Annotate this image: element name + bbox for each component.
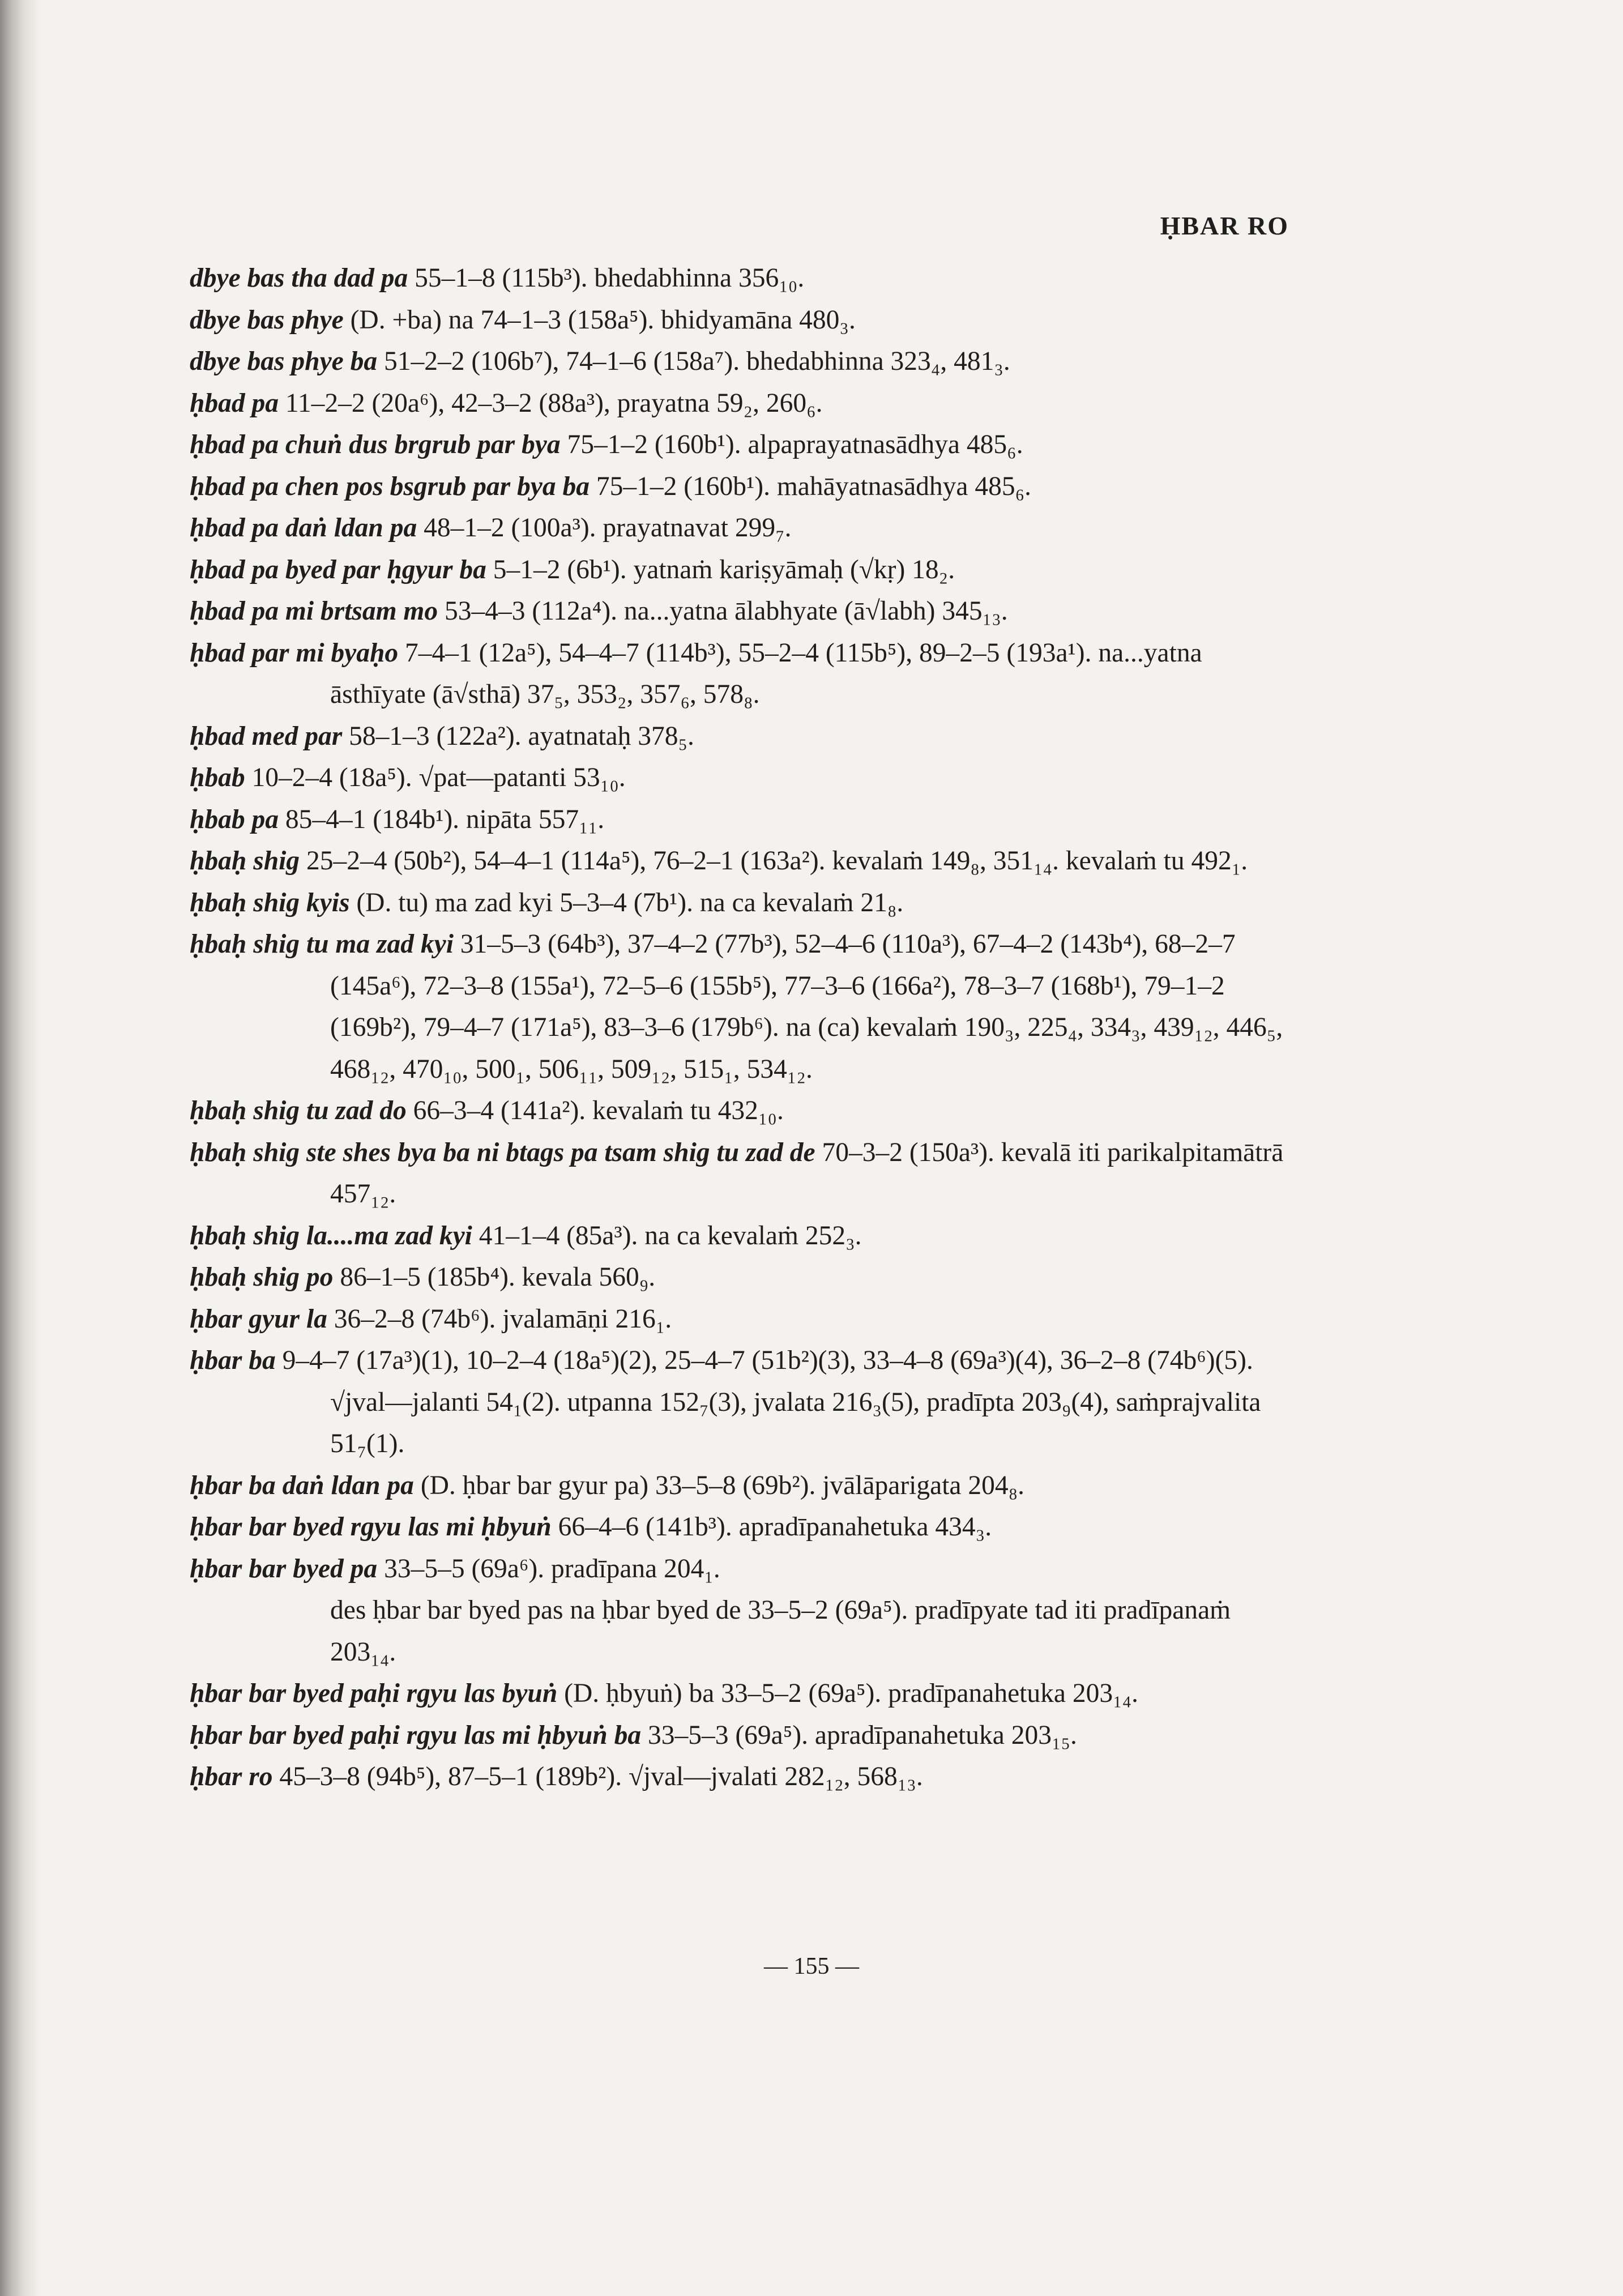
entry-text: 86–1–5 (185b⁴). kevala 560₉. xyxy=(340,1262,656,1292)
dictionary-entry xyxy=(190,300,1300,342)
entry-term: dbye bas phye xyxy=(190,305,344,335)
entry-text: 66–4–6 (141b³). apradīpanahetuka 434₃. xyxy=(558,1512,992,1542)
entry-text: (D. ḥbyuṅ) ba 33–5–2 (69a⁵). pradīpanahetuka 203₁₄. xyxy=(564,1679,1139,1708)
entry-term: ḥbad pa byed par ḥgyur ba xyxy=(190,554,486,584)
entry-text: (D. ḥbar bar gyur pa) 33–5–8 (69b²). jvālāparigata 204₈. xyxy=(420,1470,1025,1500)
dictionary-entry xyxy=(190,1090,1300,1132)
entry-text: 33–5–5 (69a⁶). pradīpana 204₁. xyxy=(384,1554,720,1584)
entry-text: 51–2–2 (106b⁷), 74–1–6 (158a⁷). bhedabhinna 323₄, 481₃. xyxy=(383,347,1010,376)
entry-term: ḥbar ba daṅ ldan pa xyxy=(190,1470,414,1500)
entry-text: 33–5–3 (69a⁵). apradīpanahetuka 203₁₅. xyxy=(647,1720,1077,1750)
entry-text: 70–3–2 (150a³). kevalā iti parikalpitamātrā 457₁₂. xyxy=(330,1137,1284,1209)
entry-text: (D. tu) ma zad kyi 5–3–4 (7b¹). na ca kevalaṁ 21₈. xyxy=(356,887,904,917)
entry-term: ḥbaḥ shig tu ma zad kyi xyxy=(190,929,454,959)
entry-term: ḥbaḥ shig ste shes bya ba ni btags pa tsam shig tu zad de xyxy=(190,1137,815,1167)
dictionary-entry xyxy=(190,633,1300,716)
dictionary-entry xyxy=(190,1715,1300,1757)
entry-term: ḥbar bar byed pa xyxy=(190,1554,378,1584)
entry-text: 41–1–4 (85a³). na ca kevalaṁ 252₃. xyxy=(479,1220,862,1251)
entry-text: 5–1–2 (6b¹). yatnaṁ kariṣyāmaḥ (√kṛ) 18₂. xyxy=(493,554,955,584)
dictionary-entry xyxy=(190,924,1300,1090)
entry-text: 36–2–8 (74b⁶). jvalamāṇi 216₁. xyxy=(334,1304,672,1334)
dictionary-entry xyxy=(190,1507,1300,1548)
entry-text: 75–1–2 (160b¹). mahāyatnasādhya 485₆. xyxy=(596,471,1032,501)
entry-text: (D. +ba) na 74–1–3 (158a⁵). bhidyamāna 480₃. xyxy=(350,305,856,335)
entry-term: ḥbaḥ shig la....ma zad kyi xyxy=(190,1220,472,1251)
dictionary-entry xyxy=(190,1132,1300,1215)
dictionary-entries xyxy=(190,258,1300,1798)
entry-term: ḥbad pa daṅ ldan pa xyxy=(190,513,417,543)
entry-term: dbye bas tha dad pa xyxy=(190,263,408,293)
entry-text: 9–4–7 (17a³)(1), 10–2–4 (18a⁵)(2), 25–4–7 (51b²)(3), 33–4–8 (69a³)(4), 36–2–8 (74b⁶)(5). √jval—jalanti 54₁(2). utpanna 152₇(3), jvalata 216₃(5), pradīpta 203₉(4), saṁprajvalita 51₇(1). xyxy=(282,1346,1261,1458)
dictionary-entry xyxy=(190,591,1300,633)
entry-text: 55–1–8 (115b³). bhedabhinna 356₁₀. xyxy=(415,263,805,293)
running-header: ḤBAR RO xyxy=(1160,211,1289,240)
entry-text: 53–4–3 (112a⁴). na...yatna ālabhyate (ā√labh) 345₁₃. xyxy=(445,596,1008,626)
entry-term: ḥbab pa xyxy=(190,804,279,834)
entry-term: ḥbad pa xyxy=(190,388,279,418)
dictionary-entry xyxy=(190,1215,1300,1257)
entry-term: ḥbar ba xyxy=(190,1346,276,1375)
dictionary-entry xyxy=(190,549,1300,591)
dictionary-entry xyxy=(190,1465,1300,1507)
entry-term: ḥbad pa mi brtsam mo xyxy=(190,596,438,626)
dictionary-entry xyxy=(190,716,1300,758)
entry-term: ḥbar bar byed rgyu las mi ḥbyuṅ xyxy=(190,1512,552,1542)
dictionary-entry xyxy=(190,799,1300,841)
dictionary-entry xyxy=(190,1673,1300,1715)
entry-text: 85–4–1 (184b¹). nipāta 557₁₁. xyxy=(285,804,605,834)
entry-term: ḥbaḥ shig tu zad do xyxy=(190,1096,407,1125)
entry-term: dbye bas phye ba xyxy=(190,347,378,376)
dictionary-entry xyxy=(190,1756,1300,1798)
entry-term: ḥbad par mi byaḥo xyxy=(190,638,399,668)
entry-term: ḥbad med par xyxy=(190,721,343,751)
entry-text: 11–2–2 (20a⁶), 42–3–2 (88a³), prayatna 59₂, 260₆. xyxy=(285,388,823,418)
dictionary-entry xyxy=(190,507,1300,549)
dictionary-entry xyxy=(190,424,1300,466)
dictionary-entry xyxy=(190,882,1300,924)
dictionary-entry xyxy=(190,1257,1300,1299)
entry-term: ḥbaḥ shig kyis xyxy=(190,887,350,917)
entry-term: ḥbad pa chuṅ dus brgrub par bya xyxy=(190,430,561,459)
dictionary-entry xyxy=(190,1548,1300,1590)
dictionary-subentry: des ḥbar bar byed pas na ḥbar byed de 33–5–2 (69a⁵). pradīpyate tad iti pradīpanaṁ 203₁₄. xyxy=(330,1595,1231,1667)
entry-text: 75–1–2 (160b¹). alpaprayatnasādhya 485₆. xyxy=(567,430,1023,459)
entry-term: ḥbar ro xyxy=(190,1762,273,1791)
dictionary-entry xyxy=(190,1340,1300,1465)
entry-text: 66–3–4 (141a²). kevalaṁ tu 432₁₀. xyxy=(413,1096,784,1125)
entry-term: ḥbar gyur la xyxy=(190,1304,327,1334)
entry-term: ḥbab xyxy=(190,763,245,792)
dictionary-entry xyxy=(190,840,1300,882)
dictionary-entry xyxy=(190,341,1300,383)
entry-text: 31–5–3 (64b³), 37–4–2 (77b³), 52–4–6 (110a³), 67–4–2 (143b⁴), 68–2–7 (145a⁶), 72–3–8 (155a¹), 72–5–6 (155b⁵), 77–3–6 (166a²), 78–3–7 (168b¹), 79–1–2 (169b²), 79–4–7 (171a⁵), 83–3–6 (179b⁶). na (ca) kevalaṁ 190₃, 225₄, 334₃, 439₁₂, 446₅, 468₁₂, 470₁₀, 500₁, 506₁₁, 509₁₂, 515₁, 534₁₂. xyxy=(330,929,1283,1084)
dictionary-entry xyxy=(190,466,1300,508)
entry-text: 10–2–4 (18a⁵). √pat—patanti 53₁₀. xyxy=(251,763,626,792)
entry-term: ḥbar bar byed paḥi rgyu las byuṅ xyxy=(190,1679,558,1708)
entry-text: 45–3–8 (94b⁵), 87–5–1 (189b²). √jval—jvalati 282₁₂, 568₁₃. xyxy=(279,1762,923,1791)
entry-text: 48–1–2 (100a³). prayatnavat 299₇. xyxy=(424,513,792,543)
dictionary-entry xyxy=(190,258,1300,300)
entry-term: ḥbar bar byed paḥi rgyu las mi ḥbyuṅ ba xyxy=(190,1720,642,1750)
entry-term: ḥbad pa chen pos bsgrub par bya ba xyxy=(190,471,590,501)
book-spine-shadow xyxy=(0,0,40,2296)
entry-text: 25–2–4 (50b²), 54–4–1 (114a⁵), 76–2–1 (163a²). kevalaṁ 149₈, 351₁₄. kevalaṁ tu 492₁. xyxy=(306,846,1248,876)
entry-term: ḥbaḥ shig po xyxy=(190,1262,334,1292)
page-number: — 155 — xyxy=(764,1953,859,1979)
entry-text: 7–4–1 (12a⁵), 54–4–7 (114b³), 55–2–4 (115b⁵), 89–2–5 (193a¹). na...yatna āsthīyate (ā√sthā) 37₅, 353₂, 357₆, 578₈. xyxy=(330,638,1202,709)
dictionary-entry xyxy=(190,757,1300,799)
entry-term: ḥbaḥ shig xyxy=(190,846,300,876)
dictionary-entry xyxy=(190,1299,1300,1341)
dictionary-entry xyxy=(190,383,1300,425)
entry-text: 58–1–3 (122a²). ayatnataḥ 378₅. xyxy=(349,721,694,751)
